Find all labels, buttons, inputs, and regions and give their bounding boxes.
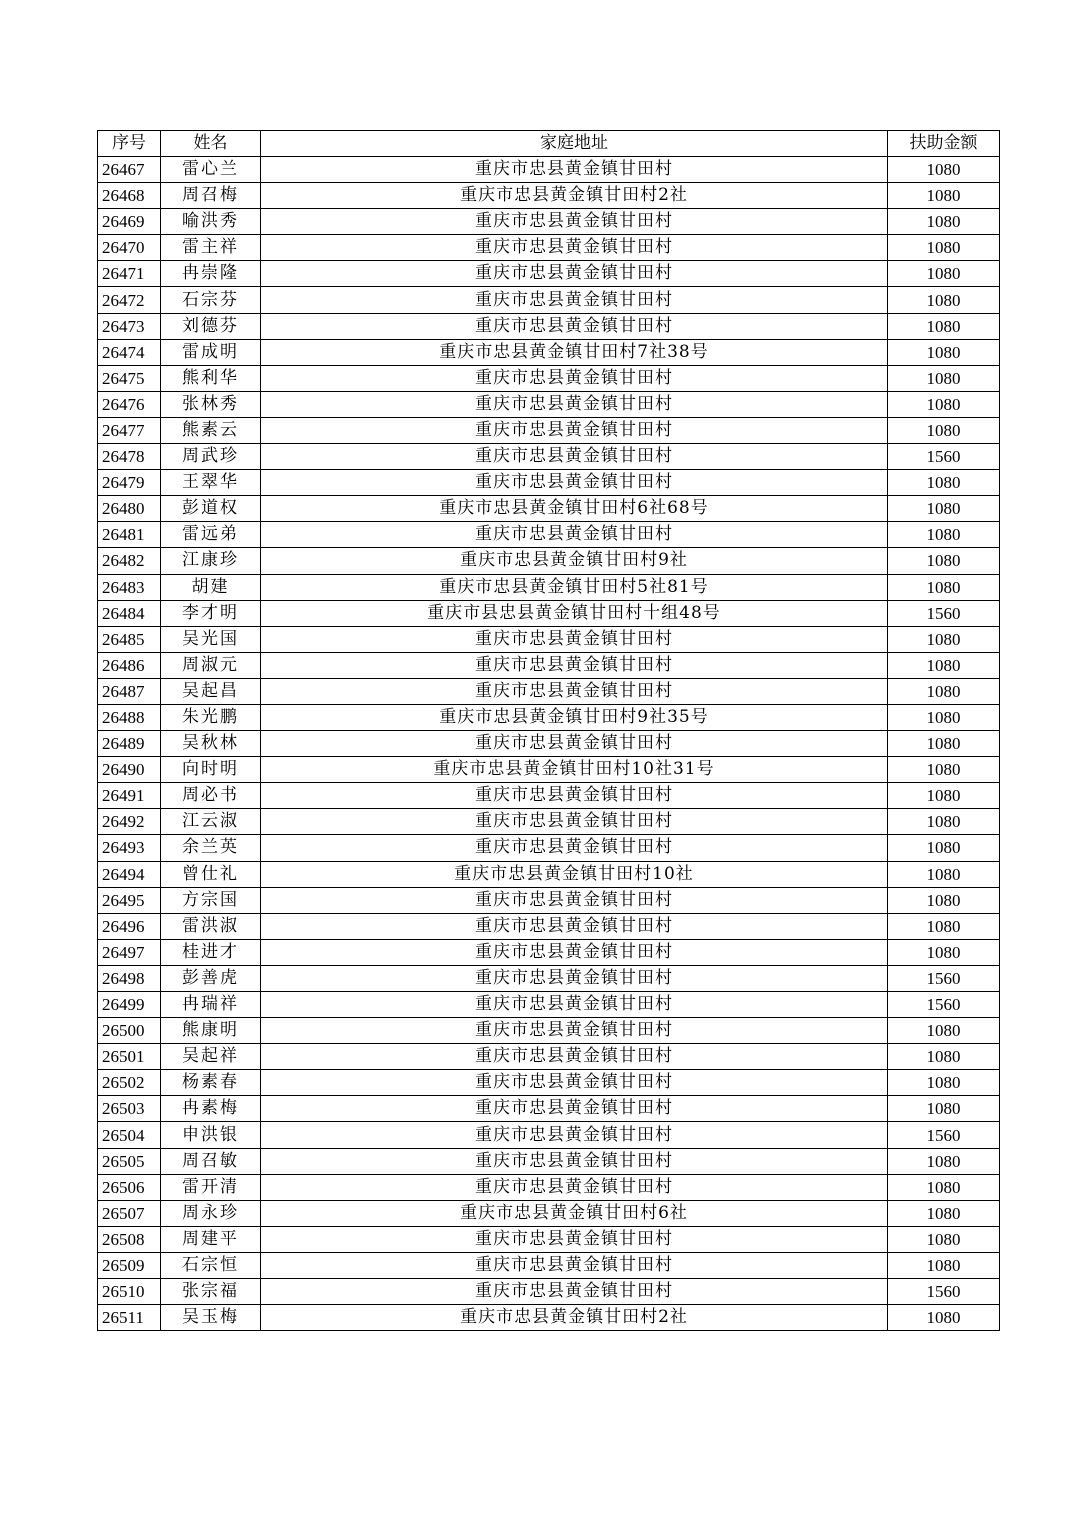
table-row [98,704,1000,730]
table-row [98,600,1000,626]
cell-amount: 1080 [888,209,1000,235]
cell-address: 重庆市忠县黄金镇甘田村 [261,809,888,835]
cell-name: 吴玉梅 [161,1305,261,1331]
cell-address: 重庆市忠县黄金镇甘田村 [261,783,888,809]
cell-amount: 1080 [888,157,1000,183]
table-row [98,1096,1000,1122]
table-row [98,261,1000,287]
cell-name: 王翠华 [161,470,261,496]
cell-name: 石宗芬 [161,287,261,313]
cell-amount: 1560 [888,600,1000,626]
cell-no: 26469 [98,209,161,235]
table-row [98,1044,1000,1070]
cell-address: 重庆市忠县黄金镇甘田村 [261,1148,888,1174]
cell-amount: 1080 [888,731,1000,757]
cell-address: 重庆市忠县黄金镇甘田村6社68号 [261,496,888,522]
cell-no: 26484 [98,600,161,626]
cell-address: 重庆市忠县黄金镇甘田村 [261,1096,888,1122]
cell-no: 26478 [98,444,161,470]
table-row [98,939,1000,965]
cell-address: 重庆市忠县黄金镇甘田村 [261,365,888,391]
cell-address: 重庆市忠县黄金镇甘田村10社31号 [261,757,888,783]
cell-address: 重庆市忠县黄金镇甘田村5社81号 [261,574,888,600]
header-amount: 扶助金额 [888,131,1000,157]
cell-no: 26480 [98,496,161,522]
cell-address: 重庆市忠县黄金镇甘田村7社38号 [261,339,888,365]
cell-amount: 1080 [888,391,1000,417]
cell-no: 26506 [98,1174,161,1200]
cell-name: 曾仕礼 [161,861,261,887]
table-row [98,965,1000,991]
cell-name: 雷成明 [161,339,261,365]
cell-amount: 1080 [888,1018,1000,1044]
table-row [98,1279,1000,1305]
cell-address: 重庆市忠县黄金镇甘田村 [261,261,888,287]
cell-amount: 1080 [888,861,1000,887]
cell-no: 26490 [98,757,161,783]
cell-address: 重庆市忠县黄金镇甘田村2社 [261,183,888,209]
table-row [98,548,1000,574]
cell-no: 26482 [98,548,161,574]
cell-amount: 1080 [888,496,1000,522]
cell-no: 26489 [98,731,161,757]
cell-no: 26467 [98,157,161,183]
cell-amount: 1080 [888,574,1000,600]
cell-address: 重庆市忠县黄金镇甘田村 [261,235,888,261]
table-body [98,157,1000,1331]
cell-name: 石宗恒 [161,1252,261,1278]
cell-name: 江康珍 [161,548,261,574]
cell-address: 重庆市忠县黄金镇甘田村 [261,731,888,757]
cell-address: 重庆市忠县黄金镇甘田村 [261,652,888,678]
cell-no: 26492 [98,809,161,835]
cell-amount: 1080 [888,548,1000,574]
cell-address: 重庆市忠县黄金镇甘田村 [261,522,888,548]
cell-no: 26511 [98,1305,161,1331]
cell-amount: 1080 [888,1226,1000,1252]
cell-no: 26487 [98,678,161,704]
cell-name: 熊利华 [161,365,261,391]
cell-address: 重庆市忠县黄金镇甘田村6社 [261,1200,888,1226]
table-row [98,783,1000,809]
cell-name: 雷心兰 [161,157,261,183]
table-row [98,1122,1000,1148]
cell-name: 熊素云 [161,417,261,443]
cell-no: 26476 [98,391,161,417]
cell-name: 周建平 [161,1226,261,1252]
table-row [98,1070,1000,1096]
cell-amount: 1080 [888,313,1000,339]
cell-amount: 1080 [888,913,1000,939]
header-address: 家庭地址 [261,131,888,157]
cell-amount: 1080 [888,1174,1000,1200]
cell-amount: 1080 [888,417,1000,443]
cell-name: 杨素春 [161,1070,261,1096]
cell-name: 胡建 [161,574,261,600]
header-no: 序号 [98,131,161,157]
cell-address: 重庆市忠县黄金镇甘田村 [261,939,888,965]
cell-no: 26508 [98,1226,161,1252]
cell-address: 重庆市忠县黄金镇甘田村 [261,965,888,991]
cell-amount: 1080 [888,783,1000,809]
cell-amount: 1080 [888,339,1000,365]
table-row [98,1252,1000,1278]
table-row [98,365,1000,391]
cell-amount: 1080 [888,652,1000,678]
table-row [98,757,1000,783]
cell-name: 向时明 [161,757,261,783]
table-row [98,887,1000,913]
cell-address: 重庆市忠县黄金镇甘田村 [261,626,888,652]
cell-no: 26473 [98,313,161,339]
table-row [98,678,1000,704]
cell-no: 26475 [98,365,161,391]
cell-name: 周武珍 [161,444,261,470]
cell-no: 26501 [98,1044,161,1070]
cell-amount: 1080 [888,235,1000,261]
cell-address: 重庆市忠县黄金镇甘田村 [261,391,888,417]
cell-no: 26510 [98,1279,161,1305]
cell-amount: 1080 [888,183,1000,209]
cell-no: 26500 [98,1018,161,1044]
table-row [98,913,1000,939]
cell-name: 周召敏 [161,1148,261,1174]
cell-address: 重庆市忠县黄金镇甘田村 [261,1044,888,1070]
table-row [98,809,1000,835]
cell-no: 26509 [98,1252,161,1278]
table-header [98,131,1000,157]
cell-no: 26504 [98,1122,161,1148]
assistance-table [97,130,1000,1331]
cell-name: 朱光鹏 [161,704,261,730]
table-row [98,183,1000,209]
cell-name: 雷主祥 [161,235,261,261]
cell-address: 重庆市忠县黄金镇甘田村 [261,992,888,1018]
cell-amount: 1080 [888,626,1000,652]
cell-no: 26497 [98,939,161,965]
cell-name: 吴光国 [161,626,261,652]
cell-name: 雷远弟 [161,522,261,548]
cell-name: 彭道权 [161,496,261,522]
table-row [98,1305,1000,1331]
cell-address: 重庆市忠县黄金镇甘田村10社 [261,861,888,887]
cell-no: 26493 [98,835,161,861]
cell-address: 重庆市忠县黄金镇甘田村 [261,1252,888,1278]
cell-amount: 1080 [888,1070,1000,1096]
cell-name: 桂进才 [161,939,261,965]
document-page [97,130,999,1331]
table-row [98,861,1000,887]
table-row [98,339,1000,365]
table-row [98,287,1000,313]
cell-address: 重庆市忠县黄金镇甘田村 [261,157,888,183]
cell-name: 申洪银 [161,1122,261,1148]
cell-amount: 1080 [888,365,1000,391]
cell-no: 26505 [98,1148,161,1174]
cell-amount: 1560 [888,1279,1000,1305]
cell-amount: 1080 [888,835,1000,861]
table-row [98,391,1000,417]
cell-no: 26485 [98,626,161,652]
cell-no: 26499 [98,992,161,1018]
cell-address: 重庆市忠县黄金镇甘田村9社35号 [261,704,888,730]
cell-no: 26502 [98,1070,161,1096]
cell-no: 26481 [98,522,161,548]
cell-address: 重庆市忠县黄金镇甘田村 [261,913,888,939]
cell-amount: 1080 [888,809,1000,835]
cell-amount: 1080 [888,1096,1000,1122]
cell-no: 26503 [98,1096,161,1122]
table-row [98,157,1000,183]
table-row [98,1200,1000,1226]
cell-amount: 1080 [888,887,1000,913]
cell-name: 冉瑞祥 [161,992,261,1018]
cell-no: 26472 [98,287,161,313]
cell-name: 方宗国 [161,887,261,913]
table-row [98,444,1000,470]
cell-amount: 1080 [888,757,1000,783]
cell-no: 26495 [98,887,161,913]
cell-name: 吴起祥 [161,1044,261,1070]
cell-no: 26477 [98,417,161,443]
table-row [98,235,1000,261]
table-row [98,731,1000,757]
cell-address: 重庆市忠县黄金镇甘田村 [261,1279,888,1305]
table-row [98,417,1000,443]
header-name: 姓名 [161,131,261,157]
cell-amount: 1080 [888,522,1000,548]
table-row [98,496,1000,522]
cell-address: 重庆市忠县黄金镇甘田村 [261,1122,888,1148]
cell-no: 26470 [98,235,161,261]
cell-no: 26491 [98,783,161,809]
table-row [98,1018,1000,1044]
cell-address: 重庆市忠县黄金镇甘田村 [261,678,888,704]
cell-amount: 1080 [888,470,1000,496]
cell-no: 26488 [98,704,161,730]
cell-no: 26486 [98,652,161,678]
cell-no: 26496 [98,913,161,939]
cell-address: 重庆市忠县黄金镇甘田村9社 [261,548,888,574]
cell-amount: 1080 [888,1148,1000,1174]
cell-name: 张林秀 [161,391,261,417]
table-row [98,835,1000,861]
table-row [98,313,1000,339]
cell-name: 周召梅 [161,183,261,209]
cell-address: 重庆市忠县黄金镇甘田村 [261,313,888,339]
cell-address: 重庆市忠县黄金镇甘田村 [261,1174,888,1200]
cell-address: 重庆市忠县黄金镇甘田村 [261,887,888,913]
table-row [98,209,1000,235]
header-row [98,131,1000,157]
cell-no: 26468 [98,183,161,209]
cell-amount: 1560 [888,992,1000,1018]
cell-address: 重庆市忠县黄金镇甘田村 [261,287,888,313]
cell-name: 冉崇隆 [161,261,261,287]
cell-name: 雷开清 [161,1174,261,1200]
cell-amount: 1080 [888,1200,1000,1226]
cell-address: 重庆市忠县黄金镇甘田村 [261,209,888,235]
cell-amount: 1080 [888,704,1000,730]
cell-amount: 1560 [888,965,1000,991]
cell-amount: 1080 [888,1044,1000,1070]
cell-name: 彭善虎 [161,965,261,991]
cell-name: 熊康明 [161,1018,261,1044]
cell-address: 重庆市忠县黄金镇甘田村 [261,444,888,470]
cell-amount: 1080 [888,287,1000,313]
cell-amount: 1560 [888,444,1000,470]
cell-address: 重庆市忠县黄金镇甘田村 [261,1226,888,1252]
cell-no: 26483 [98,574,161,600]
cell-no: 26494 [98,861,161,887]
table-row [98,1148,1000,1174]
cell-address: 重庆市忠县黄金镇甘田村 [261,470,888,496]
cell-amount: 1080 [888,1305,1000,1331]
cell-address: 重庆市忠县黄金镇甘田村2社 [261,1305,888,1331]
cell-name: 吴起昌 [161,678,261,704]
cell-name: 张宗福 [161,1279,261,1305]
cell-amount: 1080 [888,1252,1000,1278]
cell-name: 李才明 [161,600,261,626]
table-row [98,652,1000,678]
cell-name: 雷洪淑 [161,913,261,939]
cell-no: 26474 [98,339,161,365]
table-row [98,1226,1000,1252]
table-row [98,992,1000,1018]
cell-address: 重庆市县忠县黄金镇甘田村十组48号 [261,600,888,626]
cell-no: 26471 [98,261,161,287]
cell-no: 26507 [98,1200,161,1226]
cell-address: 重庆市忠县黄金镇甘田村 [261,835,888,861]
table-row [98,470,1000,496]
cell-name: 喻洪秀 [161,209,261,235]
cell-amount: 1080 [888,678,1000,704]
table-row [98,522,1000,548]
cell-amount: 1080 [888,939,1000,965]
cell-name: 周淑元 [161,652,261,678]
cell-name: 吴秋林 [161,731,261,757]
table-row [98,1174,1000,1200]
table-row [98,574,1000,600]
cell-name: 余兰英 [161,835,261,861]
cell-name: 周永珍 [161,1200,261,1226]
cell-address: 重庆市忠县黄金镇甘田村 [261,1070,888,1096]
cell-amount: 1080 [888,261,1000,287]
cell-amount: 1560 [888,1122,1000,1148]
cell-name: 周必书 [161,783,261,809]
cell-name: 刘德芬 [161,313,261,339]
cell-name: 江云淑 [161,809,261,835]
cell-no: 26479 [98,470,161,496]
cell-address: 重庆市忠县黄金镇甘田村 [261,417,888,443]
cell-address: 重庆市忠县黄金镇甘田村 [261,1018,888,1044]
cell-no: 26498 [98,965,161,991]
table-row [98,626,1000,652]
cell-name: 冉素梅 [161,1096,261,1122]
